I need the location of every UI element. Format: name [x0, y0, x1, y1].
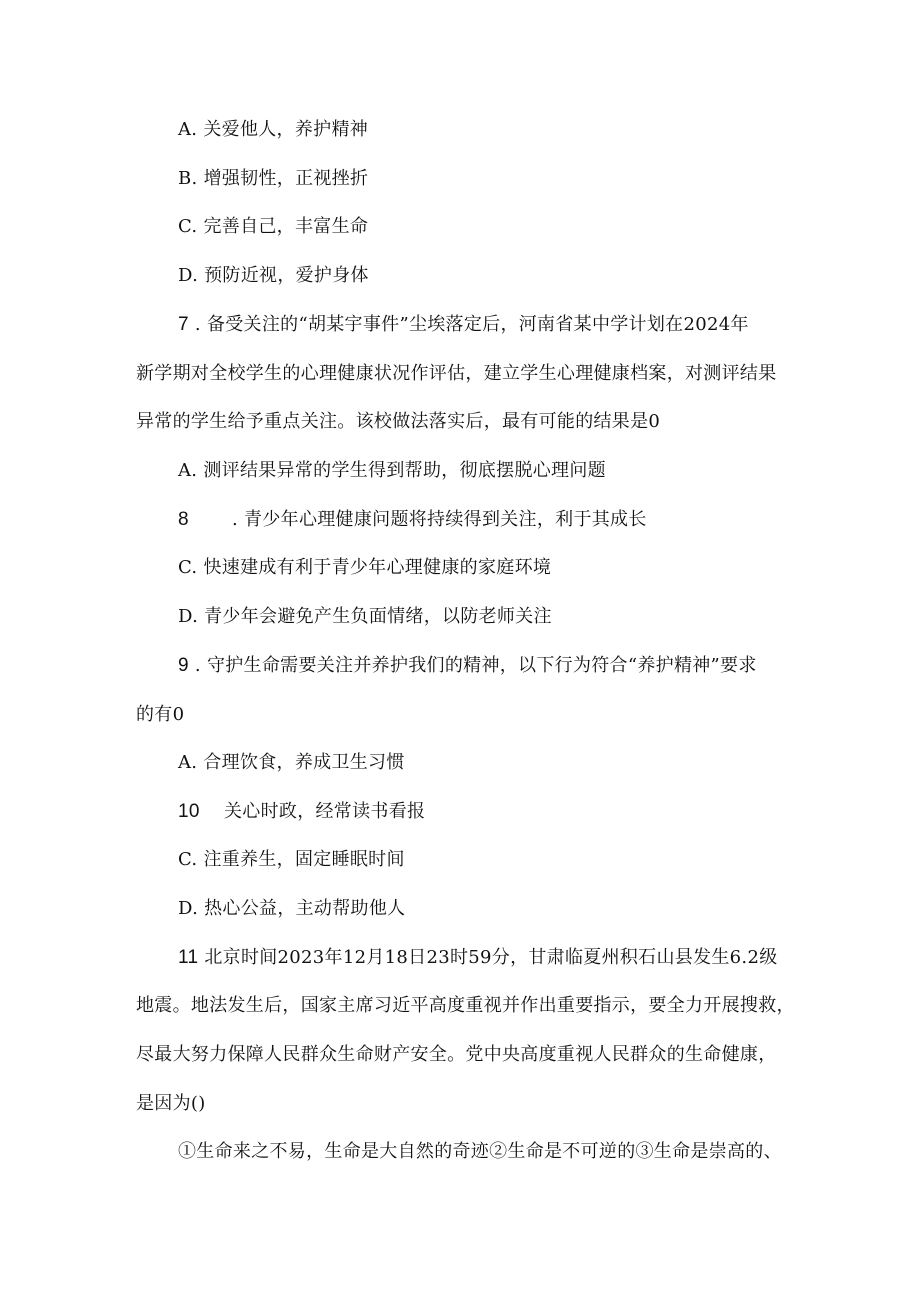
- question-11-line-3: 尽最大努力保障人民群众生命财产安全。党中央高度重视人民群众的生命健康，: [136, 1044, 777, 1065]
- option-text: . 青少年心理健康问题将持续得到关注，利于其成长: [232, 509, 647, 530]
- option-b-q7: [0, 508, 920, 532]
- option-c-q6: C. 完善自己，丰富生命: [178, 216, 369, 237]
- option-b-q9: [0, 800, 920, 824]
- question-number: 10: [178, 801, 200, 822]
- question-7-line-3: 异常的学生给予重点关注。该校做法落实后，最有可能的结果是0: [136, 411, 661, 432]
- question-11-line-2: 地震。地法发生后，国家主席习近平高度重视并作出重要指示，要全力开展搜救，: [136, 995, 795, 1016]
- question-7-line-2: 新学期对全校学生的心理健康状况作评估，建立学生心理健康档案，对测评结果: [136, 363, 777, 384]
- question-9-line-1: [0, 654, 920, 678]
- question-11-statements: ①生命来之不易，生命是大自然的奇迹②生命是不可逆的③生命是崇高的、: [178, 1141, 782, 1162]
- question-number: 11: [178, 947, 199, 968]
- question-7-line-1: [0, 313, 920, 337]
- option-c-q9: C. 注重养生，固定睡眠时间: [178, 849, 405, 870]
- question-9-line-2: 的有0: [136, 704, 185, 725]
- option-a-q6: A. 关爱他人，养护精神: [178, 119, 369, 140]
- question-text: . 备受关注的“胡某宇事件”尘埃落定后，河南省某中学计划在2024年: [188, 314, 749, 335]
- option-d-q7: D. 青少年会避免产生负面情绪，以防老师关注: [178, 606, 552, 627]
- question-number: 8: [178, 509, 189, 530]
- option-d-q9: D. 热心公益，主动帮助他人: [178, 898, 406, 919]
- option-c-q7: C. 快速建成有利于青少年心理健康的家庭环境: [178, 557, 552, 578]
- question-11-line-4: 是因为(): [136, 1093, 206, 1114]
- option-text: 关心时政，经常读书看报: [224, 801, 426, 822]
- question-11-line-1: [0, 946, 920, 970]
- question-number: 7: [178, 314, 189, 335]
- option-a-q9: A. 合理饮食，养成卫生习惯: [178, 752, 405, 773]
- question-number: 9: [178, 655, 189, 676]
- option-a-q7: A. 测评结果异常的学生得到帮助，彻底摆脱心理问题: [178, 460, 606, 481]
- option-b-q6: B. 增强韧性，正视挫折: [178, 168, 369, 189]
- question-text: . 守护生命需要关注并养护我们的精神，以下行为符合“养护精神”要求: [188, 655, 757, 676]
- option-d-q6: D. 预防近视，爱护身体: [178, 265, 369, 286]
- question-text: 北京时间2023年12月18日23时59分，甘肃临夏州积石山县发生6.2级: [198, 947, 778, 968]
